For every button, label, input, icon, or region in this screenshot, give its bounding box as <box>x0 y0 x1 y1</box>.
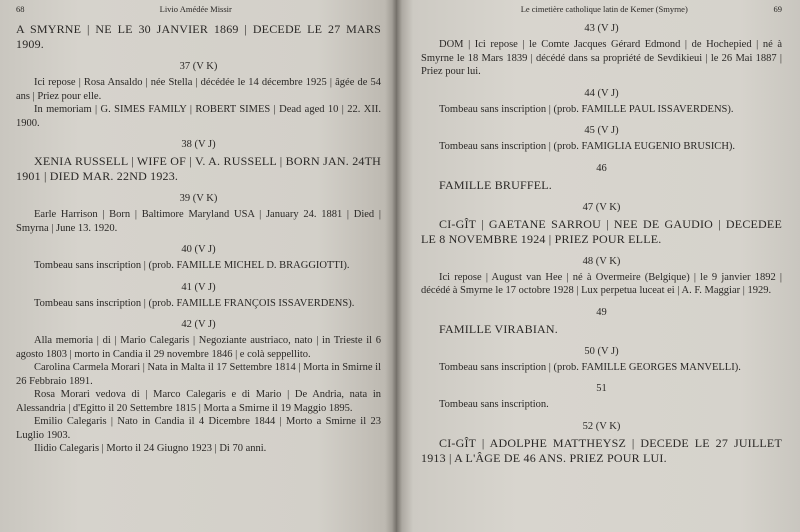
entry-text: Ilidio Calegaris | Morto il 24 Giugno 1923 | Di 70 anni. <box>34 443 267 454</box>
entry-45 <box>421 124 782 154</box>
book-gutter <box>392 0 402 532</box>
entry-48 <box>421 255 782 298</box>
entry-47 <box>421 201 782 247</box>
entry-39 <box>16 192 381 235</box>
entry-number: 46 <box>596 162 607 174</box>
entry-number: 47 (V K) <box>582 201 621 213</box>
entry-text: Alla memoria | di | Mario Calegaris | Negoziante austriaco, nato | in Trieste il 6 agosto 1803 | morto in Candia il 29 novembre 1846 | e colà seppellito. <box>16 335 381 360</box>
entry-number: 40 (V J) <box>181 244 216 255</box>
entry-50 <box>421 345 782 375</box>
entry-number: 48 (V K) <box>582 255 621 267</box>
right-page <box>397 0 800 532</box>
entry-52 <box>421 420 782 466</box>
page-number: 68 <box>16 4 25 14</box>
continuation-text: A SMYRNE | NE LE 30 JANVIER 1869 | DECEDE LE 27 MARS 1909. <box>16 22 381 51</box>
entry-text: Tombeau sans inscription | (prob. FAMILLE MICHEL D. BRAGGIOTTI). <box>34 260 350 271</box>
entry-text: Tombeau sans inscription | (prob. FAMILLE GEORGES MANVELLI). <box>439 361 741 373</box>
entry-number: 45 (V J) <box>584 125 619 136</box>
entry-43 <box>421 22 782 79</box>
entry-number: 42 (V J) <box>181 319 216 330</box>
entry-40 <box>16 243 381 273</box>
entry-text: Emilio Calegaris | Nato in Candia il 4 Dicembre 1844 | Morto a Smirne il 23 Luglio 1903. <box>16 416 381 441</box>
entry-text: XENIA RUSSELL | WIFE OF | V. A. RUSSELL | BORN JAN. 24TH 1901 | DIED MAR. 22ND 1923. <box>16 154 381 183</box>
entry-number: 37 (V K) <box>179 61 218 72</box>
entry-text: FAMILLE BRUFFEL. <box>439 177 552 192</box>
entry-number: 50 (V J) <box>584 345 619 357</box>
entry-49 <box>421 306 782 337</box>
entry-number: 38 (V J) <box>181 139 216 150</box>
entry-number: 39 (V K) <box>179 193 218 204</box>
left-page-header <box>16 4 381 18</box>
page-number: 69 <box>773 4 782 14</box>
entry-number: 41 (V J) <box>181 281 216 293</box>
entry-text: CI-GÎT | GAETANE SARROU | NEE DE GAUDIO | DECEDEE LE 8 NOVEMBRE 1924 | PRIEZ POUR ELLE. <box>421 216 782 246</box>
entry-text: In memoriam | G. SIMES FAMILY | ROBERT SIMES | Dead aged 10 | 22. XII. 1900. <box>16 104 381 129</box>
entry-38 <box>16 138 381 184</box>
entry-42 <box>16 318 381 456</box>
entry-text: Rosa Morari vedova di | Marco Calegaris e di Mario | De Andria, nata in Alessandria | d'Egitto il 20 Settembre 1815 | Morta a Smirne il 19 Maggio 1895. <box>16 389 381 414</box>
entry-text: Carolina Carmela Morari | Nata in Malta il 17 Settembre 1814 | Morta in Smirne il 26 Febbraio 1891. <box>16 362 381 387</box>
running-head: Le cimetière catholique latin de Kemer (Smyrne) <box>520 4 688 14</box>
entry-44 <box>421 87 782 117</box>
entry-41 <box>16 281 381 311</box>
entry-number: 43 (V J) <box>584 23 619 34</box>
entry-text: Earle Harrison | Born | Baltimore Maryland USA | January 24. 1881 | Died | Smyrna | June 13. 1920. <box>16 209 381 234</box>
entry-text: CI-GÎT | ADOLPHE MATTHEYSZ | DECEDE LE 27 JUILLET 1913 | A L'ÂGE DE 46 ANS. PRIEZ POUR LUI. <box>421 435 782 465</box>
entry-text: DOM | Ici repose | le Comte Jacques Gérard Edmond | de Hochepied | né à Smyrne le 18 Mars 1839 | décédé dans sa propriété de Sevdikieui | le 26 Mai 1887 | Priez pour lui. <box>421 39 782 77</box>
entry-46 <box>421 162 782 193</box>
entry-number: 51 <box>596 383 607 394</box>
entry-37 <box>16 60 381 130</box>
running-head: Livio Amédée Missir <box>159 4 232 14</box>
entry-51 <box>421 382 782 412</box>
right-page-header <box>421 4 782 18</box>
entry-text: Tombeau sans inscription | (prob. FAMILLE FRANÇOIS ISSAVERDENS). <box>34 297 355 309</box>
entry-text: Ici repose | Rosa Ansaldo | née Stella | décédée le 14 décembre 1925 | âgée de 54 ans | Priez pour elle. <box>16 77 381 102</box>
entry-text: Tombeau sans inscription | (prob. FAMILLE PAUL ISSAVERDENS). <box>439 103 734 115</box>
entry-number: 49 <box>596 306 607 318</box>
entry-number: 52 (V K) <box>582 420 621 432</box>
entry-text: Ici repose | August van Hee | né à Overmeire (Belgique) | le 9 janvier 1892 | décédé à Smyrne le 17 octobre 1928 | Lux perpetua luceat ei | A. F. Maggiar | 1929. <box>421 271 782 296</box>
entry-number: 44 (V J) <box>584 87 619 99</box>
entry-text: FAMILLE VIRABIAN. <box>439 321 558 336</box>
entry-text: Tombeau sans inscription. <box>439 399 549 410</box>
left-page <box>0 0 397 532</box>
entry-text: Tombeau sans inscription | (prob. FAMIGLIA EUGENIO BRUSICH). <box>439 141 736 152</box>
